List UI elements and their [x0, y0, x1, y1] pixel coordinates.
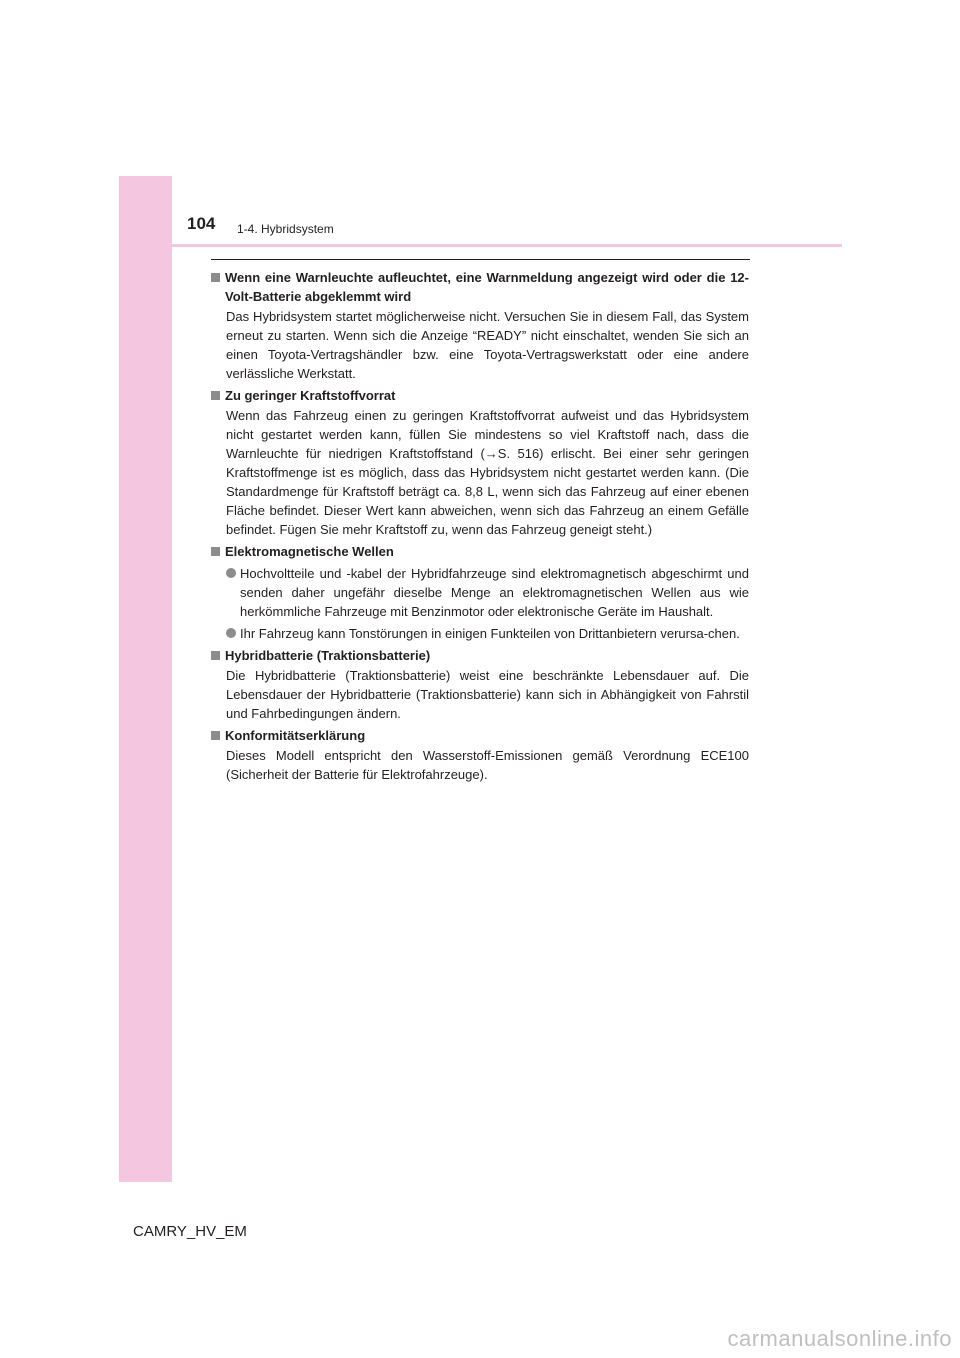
section-heading-text: Hybridbatterie (Traktionsbatterie): [225, 648, 431, 663]
list-item-text: Ihr Fahrzeug kann Tonstörungen in einigen Funkteilen von Drittanbietern verursa-chen.: [240, 626, 740, 641]
list-item: [226, 564, 749, 621]
main-content: [211, 268, 749, 784]
section-heading: [211, 726, 749, 745]
square-bullet-icon: [211, 547, 220, 556]
section-heading-text: Konformitätserklärung: [225, 728, 366, 743]
header-divider: [119, 244, 842, 247]
section-heading-text: Zu geringer Kraftstoffvorrat: [225, 388, 396, 403]
list-item: [226, 624, 749, 643]
section-body: Wenn das Fahrzeug einen zu geringen Kraftstoffvorrat aufweist und das Hybridsystem nicht gestartet werden kann, füllen Sie mindestens so viel Kraftstoff nach, dass die Warnleuchte für niedrigen Kraftstoffstand (→S. 516) erlischt. Bei einer sehr geringen Kraftstoffmenge ist es möglich, dass das Hybridsystem nicht gestartet werden kann. (Die Standardmenge für Kraftstoff beträgt ca. 8,8 L, wenn sich das Fahrzeug auf einer ebenen Fläche befindet. Dieser Wert kann abweichen, wenn sich das Fahrzeug an einem Gefälle befindet. Fügen Sie mehr Kraftstoff zu, wenn das Fahrzeug geneigt steht.): [226, 408, 749, 537]
square-bullet-icon: [211, 391, 220, 400]
section-heading: [211, 268, 749, 306]
square-bullet-icon: [211, 731, 220, 740]
watermark-text: carmanualsonline.info: [727, 1326, 952, 1351]
section-heading-text: Wenn eine Warnleuchte aufleuchtet, eine Warnmeldung angezeigt wird oder die 12-Volt-Batterie abgeklemmt wird: [225, 270, 749, 304]
square-bullet-icon: [211, 273, 220, 282]
circle-bullet-icon: [226, 628, 236, 638]
content-top-rule: [211, 259, 750, 260]
footer-manual-code: CAMRY_HV_EM: [133, 1223, 247, 1240]
section-title: 1-4. Hybridsystem: [237, 222, 334, 236]
section-heading: [211, 386, 749, 405]
section-body: Die Hybridbatterie (Traktionsbatterie) weist eine beschränkte Lebensdauer auf. Die Lebensdauer der Hybridbatterie (Traktionsbatterie) kann sich in Abhängigkeit von Fahrstil und Fahrbedingungen ändern.: [226, 668, 749, 721]
section-heading: [211, 542, 749, 561]
side-color-band: [119, 176, 172, 1182]
square-bullet-icon: [211, 651, 220, 660]
page-number: 104: [187, 214, 216, 233]
section-body: Das Hybridsystem startet möglicherweise nicht. Versuchen Sie in diesem Fall, das System erneut zu starten. Wenn sich die Anzeige “READY” nicht einschaltet, wenden Sie sich an einen Toyota-Vertragshändler bzw. eine Toyota-Vertragswerkstatt oder eine andere verlässliche Werkstatt.: [226, 309, 749, 381]
section-body: Dieses Modell entspricht den Wasserstoff-Emissionen gemäß Verordnung ECE100 (Sicherheit der Batterie für Elektrofahrzeuge).: [226, 748, 749, 782]
section-heading-text: Elektromagnetische Wellen: [225, 544, 394, 559]
section-heading: [211, 646, 749, 665]
circle-bullet-icon: [226, 568, 236, 578]
list-item-text: Hochvoltteile und -kabel der Hybridfahrzeuge sind elektromagnetisch abgeschirmt und senden daher ungefähr dieselbe Menge an elektromagnetischen Wellen aus wie herkömmliche Fahrzeuge mit Benzinmotor oder elektronische Geräte im Haushalt.: [240, 566, 749, 619]
